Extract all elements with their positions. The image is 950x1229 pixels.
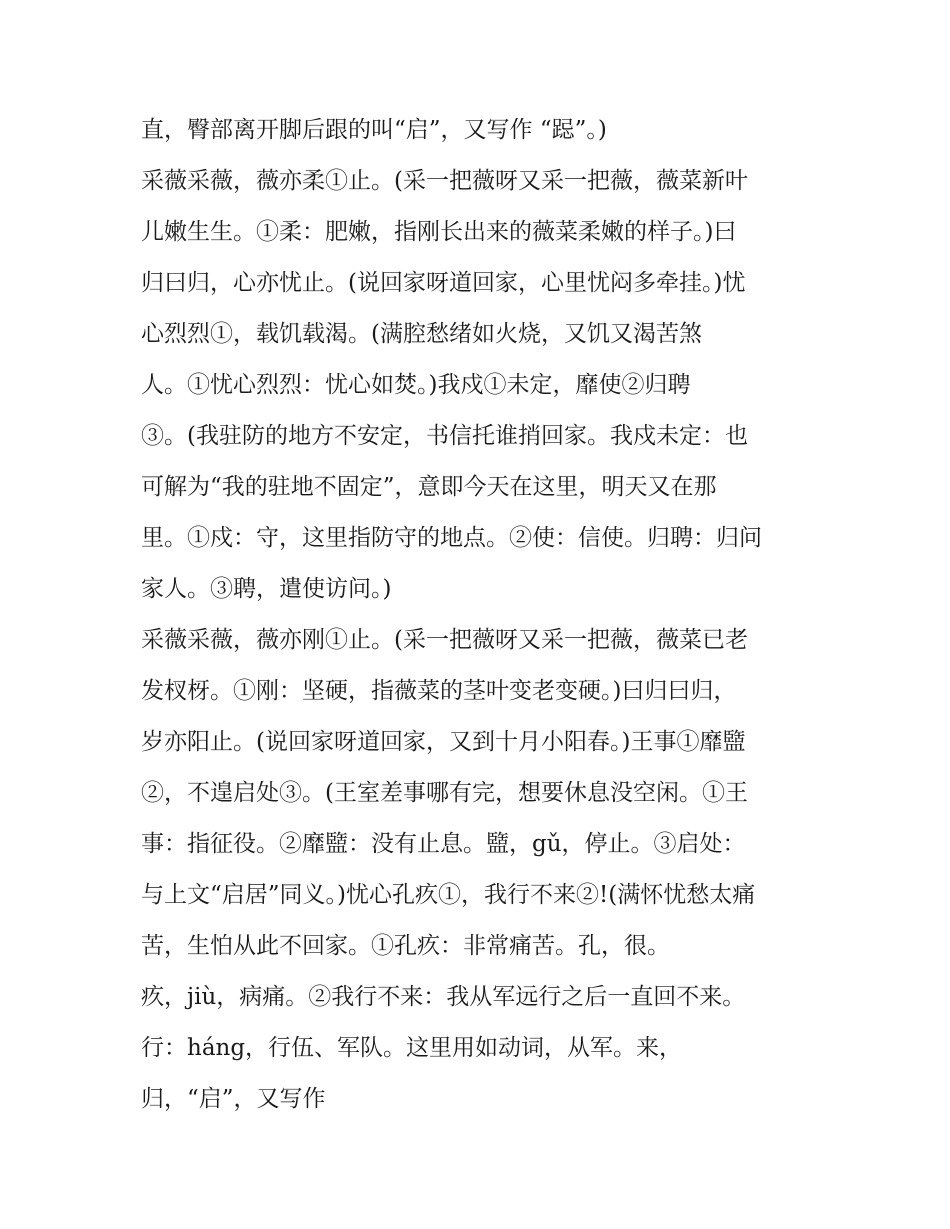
- text-line: 疚，jiù，病痛。②我行不来：我从军远行之后一直回不来。: [141, 984, 746, 1010]
- text-line: 苦，生怕从此不回家。①孔疚：非常痛苦。孔，很。: [141, 933, 670, 959]
- text-line: 归曰归，心亦忧止。(说回家呀道回家，心里忧闷多牵挂。)忧: [141, 270, 746, 296]
- text-line: 儿嫩生生。①柔：肥嫩，指刚长出来的薇菜柔嫩的样子。)曰: [141, 219, 737, 245]
- text-line: 岁亦阳止。(说回家呀道回家，又到十月小阳春。)王事①靡盬: [141, 729, 746, 755]
- text-line: 采薇采薇，薇亦柔①止。(采一把薇呀又采一把薇，薇菜新叶: [141, 168, 748, 194]
- text-line: 心烈烈①，载饥载渴。(满腔愁绪如火烧，又饥又渴苦煞: [141, 321, 702, 347]
- text-line: 归，“启”，又写作: [141, 1086, 326, 1112]
- text-line: 行：háng，行伍、军队。这里用如动词，从军。来，: [141, 1035, 683, 1061]
- text-line: 家人。③聘，遣使访问。): [141, 576, 392, 602]
- text-line: 可解为“我的驻地不固定”，意即今天在这里，明天又在那: [141, 474, 717, 500]
- text-line: 与上文“启居”同义。)忧心孔疚①，我行不来②!(满怀忧愁太痛: [141, 882, 756, 908]
- text-line: 人。①忧心烈烈：忧心如焚。)我戍①未定，靡使②归聘: [141, 372, 691, 398]
- text-line: 里。①戍：守，这里指防守的地点。②使：信使。归聘：归问: [141, 525, 762, 551]
- body-text: [141, 105, 841, 1125]
- text-line: ②，不遑启处③。(王室差事哪有完，想要休息没空闲。①王: [141, 780, 748, 806]
- text-line: 直，臀部离开脚后跟的叫“启”，又写作 “跽”。): [141, 117, 607, 143]
- text-line: 采薇采薇，薇亦刚①止。(采一把薇呀又采一把薇，薇菜已老: [141, 627, 748, 653]
- text-line: ③。(我驻防的地方不安定，书信托谁捎回家。我戍未定：也: [141, 423, 748, 449]
- text-line: 发杈枒。①刚：坚硬，指薇菜的茎叶变老变硬。)曰归曰归，: [141, 678, 737, 704]
- text-line: 事：指征役。②靡盬：没有止息。盬，gǔ，停止。③启处：: [141, 831, 746, 857]
